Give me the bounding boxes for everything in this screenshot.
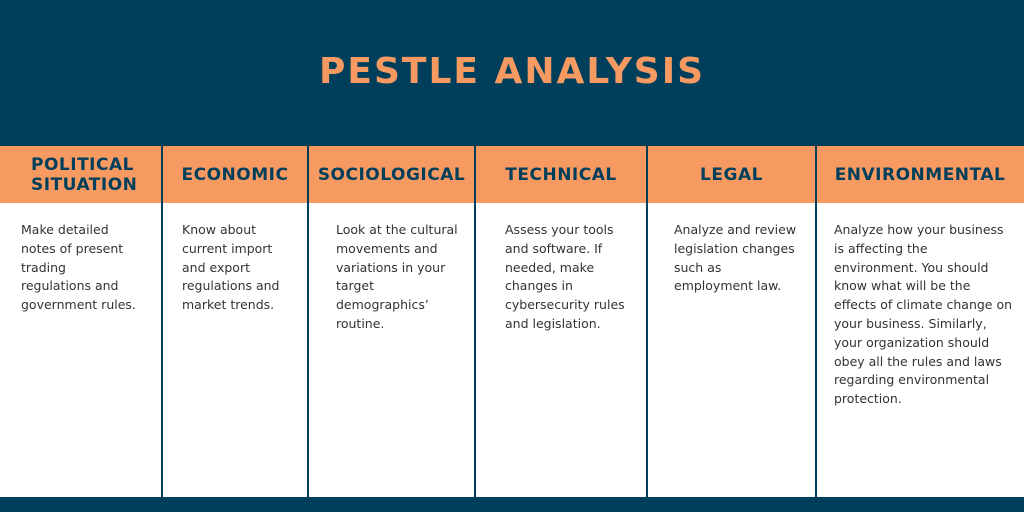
column-heading-economic: ECONOMIC (181, 164, 289, 185)
column-political (0, 146, 162, 497)
column-heading-environmental: ENVIRONMENTAL (834, 164, 1006, 185)
column-text-environmental: Analyze how your business is affecting the environment. You should know what will be the effects of climate change on your business. Similarly, your organization should obey all the rules and laws regarding environmental protection. (834, 222, 1013, 407)
column-header-environmental (816, 146, 1024, 203)
column-divider (161, 146, 163, 497)
column-header-technical (475, 146, 647, 203)
column-economic (162, 146, 308, 497)
column-divider (474, 146, 476, 497)
column-header-economic (162, 146, 308, 203)
column-header-legal (647, 146, 816, 203)
footer-bar (0, 497, 1024, 512)
column-heading-sociological: SOCIOLOGICAL (317, 164, 466, 185)
column-heading-technical: TECHNICAL (505, 164, 617, 185)
column-text-legal: Analyze and review legislation changes such as employment law. (674, 222, 797, 294)
column-text-sociological: Look at the cultural movements and variations in your target demographics’ routine. (336, 222, 458, 331)
column-text-technical: Assess your tools and software. If needed, make changes in cybersecurity rules and legislation. (505, 222, 625, 331)
column-text-political: Make detailed notes of present trading regulations and government rules. (21, 222, 136, 313)
column-text-economic: Know about current import and export regulations and market trends. (182, 222, 280, 313)
column-legal (647, 146, 816, 497)
pestle-columns (0, 146, 1024, 497)
column-environmental (816, 146, 1024, 497)
column-heading-political: POLITICAL SITUATION (31, 154, 138, 195)
column-divider (815, 146, 817, 497)
page-title: PESTLE ANALYSIS (318, 51, 706, 92)
column-sociological (308, 146, 475, 497)
column-divider (646, 146, 648, 497)
column-heading-legal: LEGAL (700, 164, 763, 185)
title-banner (0, 0, 1024, 146)
column-technical (475, 146, 647, 497)
column-header-political (0, 146, 162, 203)
column-header-sociological (308, 146, 475, 203)
column-divider (307, 146, 309, 497)
